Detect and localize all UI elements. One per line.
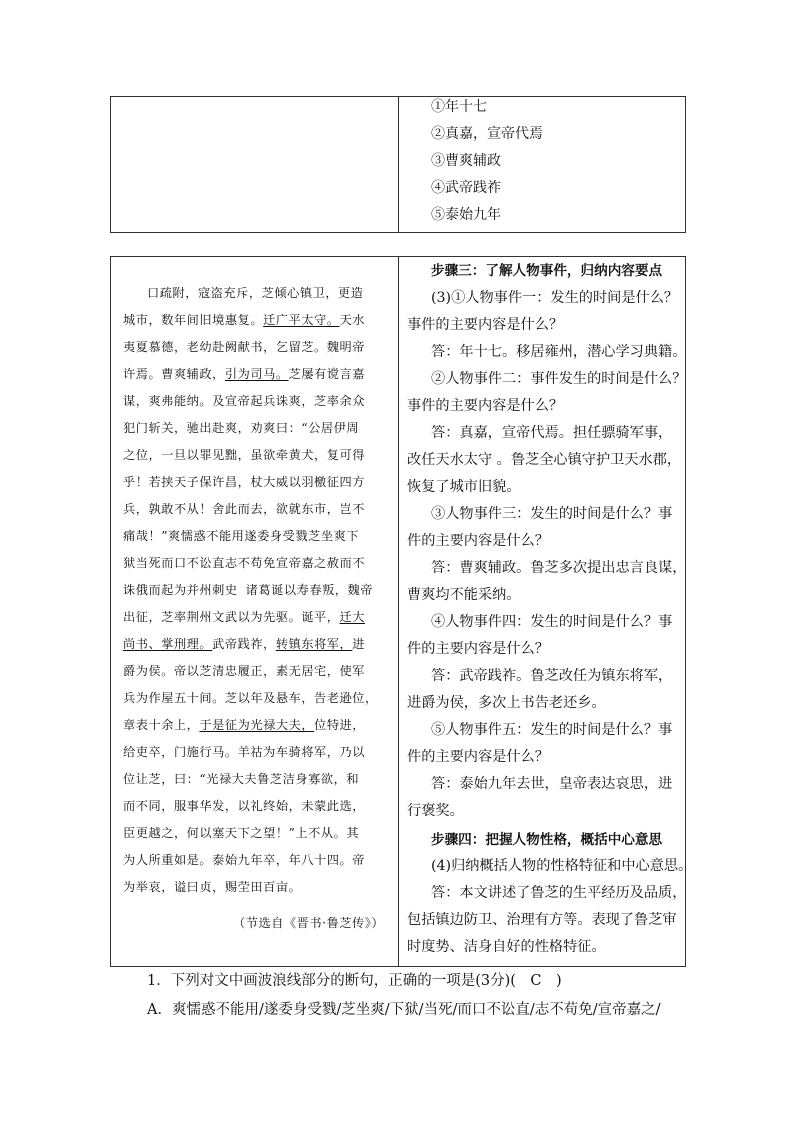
- underlined-phrase: 迁大: [339, 610, 366, 624]
- analysis-line: 事件的主要内容是什么？: [407, 398, 564, 414]
- analysis-line: 答：泰始九年去世，皇帝表达哀思，进: [431, 776, 673, 792]
- analysis-line: 行褒奖。: [407, 803, 464, 819]
- analysis-line: ③人物事件三：发生的时间是什么？事: [431, 506, 673, 522]
- analysis-line: 事件的主要内容是什么？: [407, 317, 564, 333]
- answer-key-2: ②真嘉，宣帝代焉: [431, 126, 543, 142]
- analysis-line: 件的主要内容是什么？: [407, 533, 549, 549]
- answer-key-1: ①年十七: [431, 99, 487, 115]
- passage-line: 出征，芝率荆州文武以为先驱。诞平，迁大: [123, 610, 366, 624]
- analysis-line: 答：本文讲述了鲁芝的生平经历及品质，: [431, 885, 687, 901]
- answer-key-4: ④武帝践祚: [431, 180, 501, 196]
- passage-line: 兵，孰敢不从！舍此而去，欲就东市，岂不: [123, 502, 366, 516]
- passage-line: 乎！若挟天子保许昌，杖大威以羽檄征四方: [123, 475, 366, 489]
- analysis-line: 答：曹爽辅政。鲁芝多次提出忠言良谋，: [431, 560, 687, 576]
- analysis-line: 改任天水太守 。鲁芝全心镇守护卫天水郡，: [407, 452, 682, 468]
- underlined-phrase: 尚书、掌刑理。: [123, 637, 213, 651]
- question-option-a: A．爽懦惑不能用/遂委身受戮/芝坐爽/下狱/当死/而口不讼直/志不苟免/宣帝嘉之/: [147, 1002, 661, 1018]
- underlined-phrase: 于是征为光禄大夫，: [199, 718, 315, 732]
- column-divider: [398, 257, 399, 966]
- underlined-phrase: 迁广平太守。: [263, 313, 340, 327]
- passage-line: 位让芝，曰：“光禄大夫鲁芝洁身寡欲，和: [123, 772, 360, 786]
- wavy-line-passage: 痛哉！”爽懦惑不能用遂委身受戮芝坐爽下: [123, 529, 360, 543]
- underlined-phrase: 引为司马。: [224, 367, 289, 381]
- answer-key-5: ⑤泰始九年: [431, 207, 501, 223]
- table-main: [110, 256, 693, 967]
- passage-line: 兵为作屋五十间。芝以年及悬车，告老逊位，: [123, 691, 378, 705]
- passage-line: 为人所重如是。泰始九年卒，年八十四。帝: [123, 853, 366, 867]
- passage-line: 给吏卒，门施行马。羊祜为车骑将军，乃以: [123, 745, 366, 759]
- answer-key-3: ③曹爽辅政: [431, 153, 501, 169]
- passage-line: 章表十余上，于是征为光禄大夫，位特进，: [123, 718, 366, 732]
- table-top: [110, 96, 686, 233]
- step-three-heading: 步骤三：了解人物事件，归纳内容要点: [431, 263, 663, 279]
- analysis-line: (4)归纳概括人物的性格特征和中心意思。: [431, 858, 693, 874]
- analysis-line: 曹爽均不能采纳。: [407, 587, 521, 603]
- passage-line: 夷夏慕德，老幼赴阙献书，乞留芝。魏明帝: [123, 340, 366, 354]
- passage-line: 犯门斩关，驰出赴爽，劝爽曰：“公居伊周: [123, 421, 360, 435]
- analysis-line: (3)①人物事件一：发生的时间是什么？: [431, 290, 679, 306]
- analysis-line: 包括镇边防卫、治理有方等。表现了鲁芝审: [407, 912, 677, 928]
- analysis-line: 时度势、洁身自好的性格特征。: [407, 939, 606, 955]
- passage-line: 口疏附，寇盗充斥，芝倾心镇卫，更造: [147, 286, 364, 300]
- passage-line: 爵为侯。帝以芝清忠履正，素无居宅，使军: [123, 664, 366, 678]
- analysis-line: 进爵为侯，多次上书告老还乡。: [407, 695, 606, 711]
- wavy-line-passage: 狱当死而口不讼直志不苟免宣帝嘉之赦而不: [123, 556, 366, 570]
- question-stem: 1．下列对文中画波浪线部分的断句，正确的一项是(3分)( C ): [147, 973, 562, 989]
- analysis-line: 恢复了城市旧貌。: [407, 479, 521, 495]
- analysis-line: 答：武帝践祚。鲁芝改任为镇东将军，: [431, 668, 673, 684]
- column-divider: [398, 97, 399, 232]
- passage-line: 尚书、掌刑理。武帝践祚，转镇东将军，进: [123, 637, 366, 651]
- passage-source: （节选自《晋书·鲁芝传》）: [233, 916, 385, 930]
- passage-line: 臣更越之，何以塞天下之望！”上不从。其: [123, 826, 360, 840]
- step-four-heading: 步骤四：把握人物性格，概括中心意思: [431, 832, 663, 848]
- passage-line: 谋，爽弗能纳。及宣帝起兵诛爽，芝率余众: [123, 394, 366, 408]
- passage-line: 之位，一旦以罪见黜，虽欲牵黄犬，复可得: [123, 448, 366, 462]
- analysis-line: ⑤人物事件五：发生的时间是什么？事: [431, 722, 673, 738]
- analysis-line: ②人物事件二：事件发生的时间是什么？: [431, 371, 687, 387]
- analysis-line: 件的主要内容是什么？: [407, 641, 549, 657]
- passage-line: 诛俄而起为并州刺史 诸葛诞以寿春叛，魏帝: [123, 583, 374, 597]
- analysis-line: 件的主要内容是什么？: [407, 749, 549, 765]
- analysis-line: ④人物事件四：发生的时间是什么？事: [431, 614, 673, 630]
- passage-line: 为举哀，谥曰贞，赐茔田百亩。: [123, 880, 302, 894]
- passage-line: 许焉。曹爽辅政，引为司马。芝屡有谠言嘉: [123, 367, 366, 381]
- passage-line: 而不同，服事华发，以礼终始，未蒙此选，: [123, 799, 366, 813]
- analysis-line: 答：年十七。移居雍州，潜心学习典籍。: [431, 344, 687, 360]
- passage-line: 城市，数年间旧境惠复。迁广平太守。天水: [123, 313, 366, 327]
- analysis-line: 答：真嘉，宣帝代焉。担任骠骑军事，: [431, 425, 673, 441]
- underlined-phrase: 转镇东将军，: [275, 637, 353, 651]
